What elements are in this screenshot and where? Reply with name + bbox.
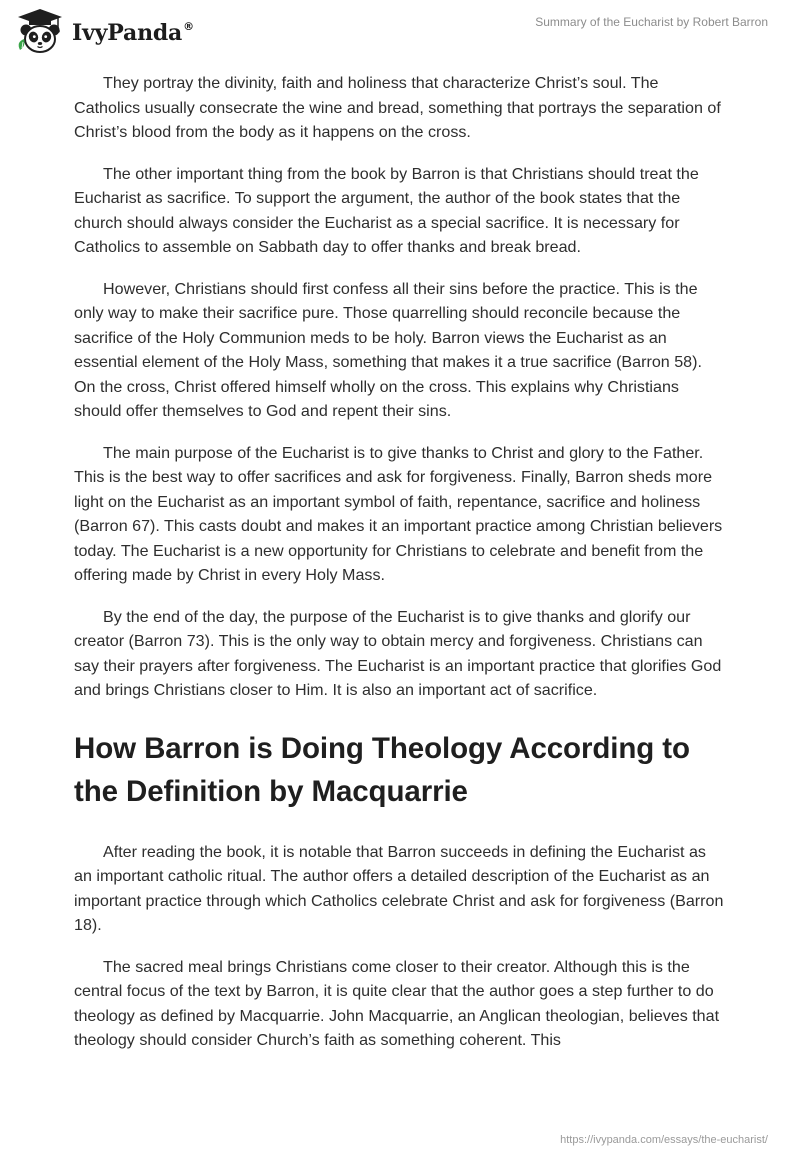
document-title: Summary of the Eucharist by Robert Barron xyxy=(535,15,768,29)
panda-graduation-cap-icon xyxy=(14,6,66,58)
paragraph: The main purpose of the Eucharist is to give thanks to Christ and glory to the Father. This is the best way to offer sacrifices and ask for forgiveness. Finally, Barron sheds more light on the Eucharist as an important symbol of faith, repentance, sacrifice and holiness (Barron 67). This casts doubt and makes it an important practice among Christian believers today. The Eucharist is a new opportunity for Christians to celebrate and benefit from the offering made by Christ in every Holy Mass. xyxy=(74,443,723,584)
registered-mark: ® xyxy=(183,20,194,33)
brand-name-text: IvyPanda xyxy=(72,20,183,46)
brand-name xyxy=(72,20,194,46)
paragraph: The other important thing from the book by Barron is that Christians should treat the Eucharist as sacrifice. To support the argument, the author of the book states that the church should always consider the Eucharist as a special sacrifice. It is necessary for Catholics to assemble on Sabbath day to offer thanks and break bread. xyxy=(74,164,699,256)
paragraph: However, Christians should first confess all their sins before the practice. This is the only way to make their sacrifice pure. Those quarrelling should reconcile because the sacrifice of the Holy Communion meds to be holy. Barron views the Eucharist as an essential element of the Holy Mass, something that makes it a true sacrifice (Barron 58). On the cross, Christ offered himself wholly on the cross. This explains why Christians should offer themselves to God and repent their sins. xyxy=(74,279,702,420)
paragraph: By the end of the day, the purpose of the Eucharist is to give thanks and glorify our creator (Barron 73). This is the only way to obtain mercy and forgiveness. Christians can say their prayers after forgiveness. The Eucharist is an important practice that glorifies God and brings Christians closer to Him. It is also an important act of sacrifice. xyxy=(74,607,722,699)
page-header xyxy=(0,0,800,60)
essay-body xyxy=(74,71,726,1070)
paragraph: The sacred meal brings Christians come closer to their creator. Although this is the central focus of the text by Barron, it is quite clear that the author goes a step further to do theology as defined by Macquarrie. John Macquarrie, an Anglican theologian, believes that theology should consider Church’s faith as something coherent. This xyxy=(74,957,720,1049)
source-url[interactable]: https://ivypanda.com/essays/the-eucharist/ xyxy=(560,1134,768,1146)
section-heading: How Barron is Doing Theology According to the Definition by Macquarrie xyxy=(74,731,690,808)
paragraph: They portray the divinity, faith and holiness that characterize Christ’s soul. The Catholics usually consecrate the wine and bread, something that portrays the separation of Christ’s blood from the body as it happens on the cross. xyxy=(74,74,721,141)
paragraph: After reading the book, it is notable that Barron succeeds in defining the Eucharist as an important catholic ritual. The author offers a detailed description of the Eucharist as an important practice through which Catholics celebrate Christ and ask for forgiveness (Barron 18). xyxy=(74,842,724,934)
ivypanda-logo[interactable] xyxy=(14,6,194,58)
